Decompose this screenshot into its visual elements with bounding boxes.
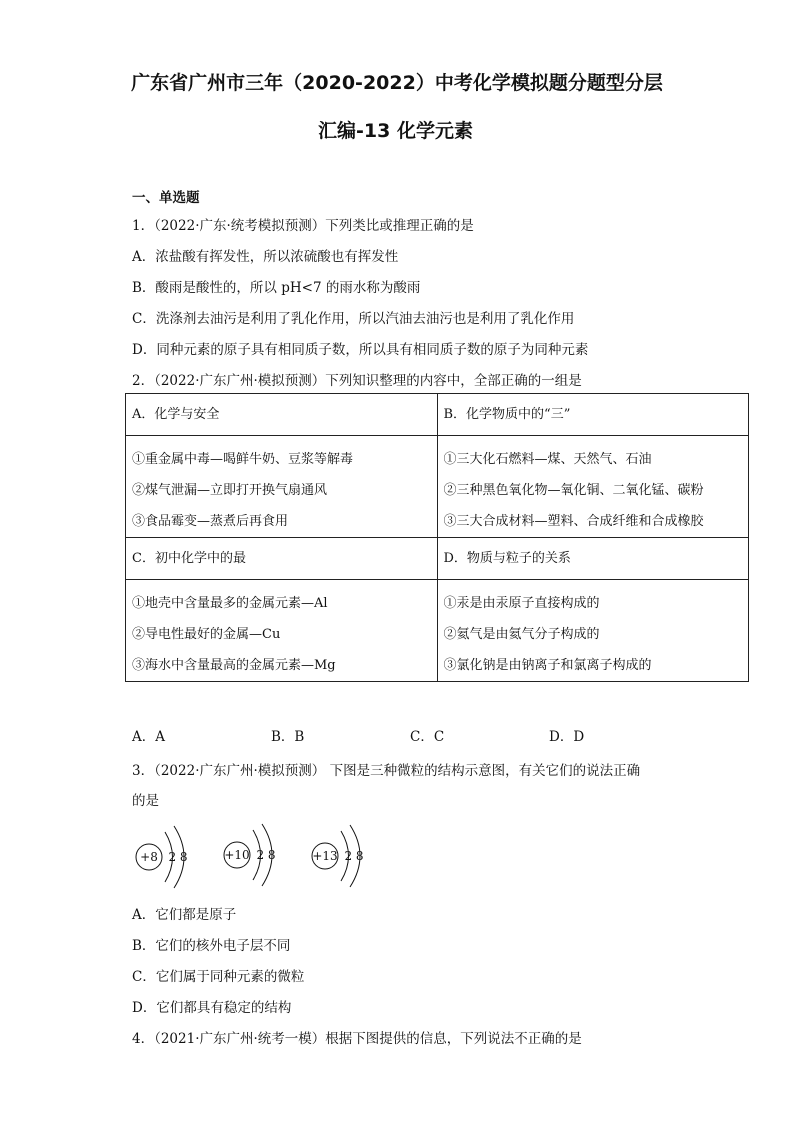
section-heading: 一、单选题 <box>132 190 200 206</box>
table-row-a3: ③食品霉变—蒸煮后再食用 <box>132 514 289 529</box>
table-row-c1: ①地壳中含量最多的金属元素—Al <box>132 596 328 611</box>
atomic-structure-diagrams <box>130 818 390 893</box>
table-cell-a-body <box>126 436 438 538</box>
table-cell-b-body <box>437 436 749 538</box>
question-2-option-b: B．B <box>271 729 305 745</box>
question-1-option-c: C．洗涤剂去油污是利用了乳化作用，所以汽油去油污也是利用了乳化作用 <box>132 311 575 327</box>
table-row-c3: ③海水中含量最高的金属元素—Mg <box>132 658 336 673</box>
table-row-a1: ①重金属中毒—喝鲜牛奶、豆浆等解毒 <box>132 452 354 467</box>
table-row-d3: ③氯化钠是由钠离子和氯离子构成的 <box>443 658 652 673</box>
question-3-stem-line2: 的是 <box>132 793 159 809</box>
table-row-b3: ③三大合成材料—塑料、合成纤维和合成橡胶 <box>443 514 704 529</box>
nucleus-charge-2: +10 <box>224 848 250 862</box>
table-cell-d-body <box>437 580 749 682</box>
document-title-line1: 广东省广州市三年（2020-2022）中考化学模拟题分题型分层 <box>131 72 663 94</box>
question-2-stem: 2．（2022·广东广州·模拟预测）下列知识整理的内容中，全部正确的一组是 <box>132 373 582 389</box>
table-cell-c-head: C．初中化学中的最 <box>126 538 438 580</box>
knowledge-table <box>125 393 749 682</box>
table-row-d2: ②氦气是由氦气分子构成的 <box>443 627 600 642</box>
table-row-b1: ①三大化石燃料—煤、天然气、石油 <box>443 452 652 467</box>
question-1-stem: 1．（2022·广东·统考模拟预测）下列类比或推理正确的是 <box>132 218 474 234</box>
question-1-option-a: A．浓盐酸有挥发性，所以浓硫酸也有挥发性 <box>132 249 399 265</box>
table-cell-a-head: A．化学与安全 <box>126 394 438 436</box>
electron-counts-1: 2 8 <box>168 850 188 864</box>
question-3-option-d: D．它们都具有稳定的结构 <box>132 1000 292 1016</box>
question-3-stem-line1: 3．（2022·广东广州·模拟预测） 下图是三种微粒的结构示意图，有关它们的说法正确 <box>132 763 641 779</box>
electron-counts-2: 2 8 <box>256 848 276 862</box>
atom-diagram-3 <box>312 825 364 887</box>
electron-counts-3: 2 8 <box>344 849 364 863</box>
question-1-option-b: B．酸雨是酸性的，所以 pH<7 的雨水称为酸雨 <box>132 280 421 296</box>
table-cell-c-body <box>126 580 438 682</box>
table-row-b2: ②三种黑色氧化物—氧化铜、二氧化锰、碳粉 <box>443 483 704 498</box>
question-3-option-a: A．它们都是原子 <box>132 907 237 923</box>
table-cell-d-head: D．物质与粒子的关系 <box>437 538 749 580</box>
table-row-c2: ②导电性最好的金属—Cu <box>132 627 281 642</box>
question-2-option-c: C．C <box>410 729 445 745</box>
question-2-option-d: D．D <box>549 729 585 745</box>
question-2-option-a: A．A <box>132 729 165 745</box>
question-4-stem: 4．（2021·广东广州·统考一模）根据下图提供的信息，下列说法不正确的是 <box>132 1031 582 1047</box>
nucleus-charge-3: +13 <box>312 849 338 863</box>
atom-diagram-1 <box>136 826 188 888</box>
table-row-d1: ①汞是由汞原子直接构成的 <box>443 596 600 611</box>
question-1-option-d: D．同种元素的原子具有相同质子数，所以具有相同质子数的原子为同种元素 <box>132 342 589 358</box>
table-row-a2: ②煤气泄漏—立即打开换气扇通风 <box>132 483 328 498</box>
table-cell-b-head: B．化学物质中的“三” <box>437 394 749 436</box>
document-title-line2: 汇编-13 化学元素 <box>318 120 473 142</box>
question-3-option-c: C．它们属于同种元素的微粒 <box>132 969 305 985</box>
atom-diagram-2 <box>224 824 276 886</box>
nucleus-charge-1: +8 <box>140 850 158 864</box>
question-3-option-b: B．它们的核外电子层不同 <box>132 938 291 954</box>
